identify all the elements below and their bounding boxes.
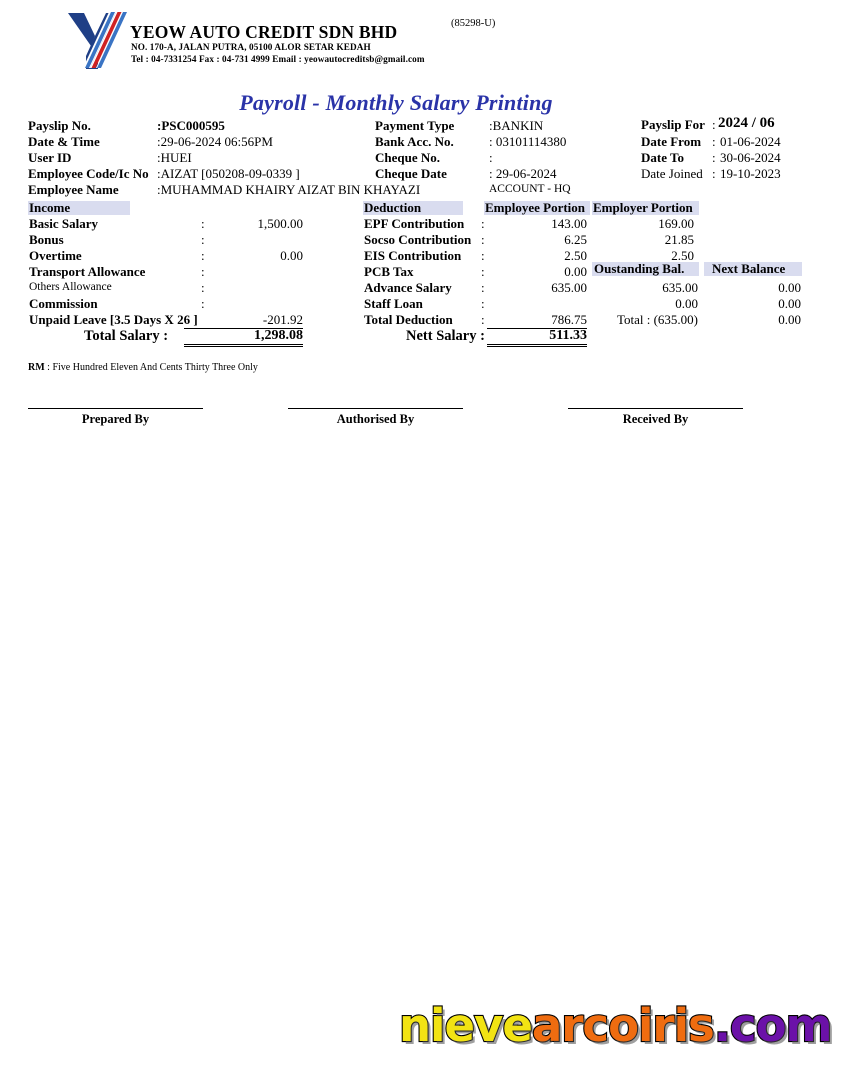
deduction-row-label-pcb-tax: PCB Tax (364, 264, 414, 279)
watermark-part-3: .com (713, 999, 832, 1052)
employer-portion-col: Employer Portion (593, 200, 693, 215)
payment-type-label: Payment Type (375, 118, 455, 133)
payment-type-text: BANKIN (492, 118, 544, 133)
date-joined-label: Date Joined (641, 166, 703, 181)
income-row-sep-transport-allowance: : (201, 264, 205, 279)
deduction-row-sep-total-deduction: : (481, 312, 485, 327)
bank-acc-text: 03101114380 (495, 134, 567, 149)
deduction-row-next-advance-salary: 0.00 (778, 280, 801, 295)
deduction-row-employee-socso: 6.25 (564, 232, 587, 247)
date-time-text: 29-06-2024 06:56PM (160, 134, 273, 149)
income-row-sep-commission: : (201, 296, 205, 311)
date-joined-value: 19-10-2023 (720, 166, 781, 181)
deduction-row-sep-socso: : (481, 232, 485, 247)
signature-label-prepared: Prepared By (81, 412, 150, 426)
signature-label-received: Received By (622, 412, 689, 426)
amount-in-words-currency: RM (28, 362, 45, 373)
deduction-row-outstanding-advance-salary: 635.00 (662, 280, 698, 295)
income-row-sep-others-allowance: : (201, 280, 205, 295)
date-to-value: 30-06-2024 (720, 150, 781, 165)
date-time-value (157, 134, 273, 150)
payslip-for-label: Payslip For (641, 117, 705, 132)
cheque-date-value (489, 166, 557, 182)
payslip-for-value: 2024 / 06 (718, 115, 775, 131)
watermark-part-1: nieve (399, 999, 532, 1052)
deduction-row-sep-staff-loan: : (481, 296, 485, 311)
page-title: Payroll - Monthly Salary Printing (239, 90, 553, 115)
signature-line-received (568, 408, 743, 409)
amount-in-words (28, 362, 258, 373)
sep: : (489, 166, 493, 181)
sep: : (157, 150, 161, 165)
company-registration-no: (85298-U) (451, 18, 496, 29)
deduction-row-outstanding-total: Total : (635.00) (616, 312, 698, 327)
company-logo (64, 10, 128, 72)
user-id-text: HUEI (160, 150, 192, 165)
income-heading: Income (29, 200, 71, 215)
deduction-row-sep-advance-salary: : (481, 280, 485, 295)
nett-salary-double-underline (487, 346, 587, 347)
amount-in-words-text: Five Hundred Eleven And Cents Thirty Three Only (52, 362, 258, 373)
income-row-label-transport-allowance: Transport Allowance (29, 264, 146, 279)
deduction-row-employee-total-deduction: 786.75 (487, 312, 587, 329)
deduction-row-next-total: 0.00 (778, 312, 801, 327)
income-row-label-unpaid-leave: Unpaid Leave [3.5 Days X 26 ] (29, 312, 198, 327)
deduction-row-label-total-deduction: Total Deduction (364, 312, 453, 327)
payslip-no-value (157, 118, 225, 134)
deduction-row-label-epf: EPF Contribution (364, 216, 465, 231)
total-salary-double-underline (184, 346, 303, 347)
cheque-date-label: Cheque Date (375, 166, 447, 181)
user-id-label: User ID (28, 150, 72, 165)
income-row-label-basic-salary: Basic Salary (29, 216, 98, 231)
payslip-no-label: Payslip No. (28, 118, 91, 133)
income-row-amount-overtime: 0.00 (280, 248, 303, 263)
sep: : (489, 150, 493, 165)
payment-type-value (489, 118, 543, 134)
income-row-label-commission: Commission (29, 296, 98, 311)
payslip-no-text: PSC000595 (161, 118, 225, 133)
income-row-amount-unpaid-leave: -201.92 (184, 312, 303, 329)
signature-label-authorised: Authorised By (336, 412, 415, 426)
deduction-row-employer-socso: 21.85 (664, 232, 694, 247)
date-joined-sep: : (712, 166, 716, 181)
deduction-row-label-eis: EIS Contribution (364, 248, 462, 263)
date-from-label: Date From (641, 134, 702, 149)
employee-name-value (157, 182, 420, 198)
sep: : (157, 182, 161, 197)
employee-code-label: Employee Code/Ic No (28, 166, 149, 181)
date-to-label: Date To (641, 150, 684, 165)
watermark (399, 999, 831, 1052)
signature-line-prepared (28, 408, 203, 409)
cheque-no-label: Cheque No. (375, 150, 441, 165)
employee-name-label: Employee Name (28, 182, 119, 197)
deduction-row-next-staff-loan: 0.00 (778, 296, 801, 311)
deduction-row-sep-eis: : (481, 248, 485, 263)
amount-in-words-sep: : (47, 362, 50, 373)
employee-code-value (157, 166, 300, 182)
company-name: YEOW AUTO CREDIT SDN BHD (130, 22, 398, 42)
sep: : (157, 118, 162, 133)
deduction-heading: Deduction (364, 200, 422, 215)
income-row-sep-overtime: : (201, 248, 205, 263)
department-value: ACCOUNT - HQ (489, 183, 571, 195)
total-salary-label: Total Salary : (84, 328, 169, 344)
cheque-no-value (489, 150, 493, 166)
deduction-row-employee-eis: 2.50 (564, 248, 587, 263)
company-address: NO. 170-A, JALAN PUTRA, 05100 ALOR SETAR KEDAH (131, 42, 371, 52)
income-row-label-overtime: Overtime (29, 248, 82, 263)
date-to-sep: : (712, 150, 716, 165)
deduction-row-sep-epf: : (481, 216, 485, 231)
sep: : (489, 118, 493, 133)
employee-portion-col: Employee Portion (485, 200, 586, 215)
sep: : (157, 166, 161, 181)
income-row-sep-basic-salary: : (201, 216, 205, 231)
deduction-row-label-socso: Socso Contribution (364, 232, 472, 247)
nett-salary-label: Nett Salary : (406, 328, 485, 344)
employee-code-text: AIZAT [050208-09-0339 ] (160, 166, 300, 181)
total-salary-amount: 1,298.08 (184, 328, 303, 345)
date-from-sep: : (712, 134, 716, 149)
signature-line-authorised (288, 408, 463, 409)
next-balance-col: Next Balance (712, 261, 786, 276)
nett-salary-amount: 511.33 (487, 328, 587, 345)
deduction-row-sep-pcb-tax: : (481, 264, 485, 279)
user-id-value (157, 150, 192, 166)
company-contact: Tel : 04-7331254 Fax : 04-731 4999 Email : yeowautocreditsb@gmail.com (131, 54, 425, 64)
sep: : (489, 134, 493, 149)
income-row-label-bonus: Bonus (29, 232, 64, 247)
deduction-row-employee-epf: 143.00 (551, 216, 587, 231)
deduction-row-outstanding-staff-loan: 0.00 (675, 296, 698, 311)
cheque-date-text: 29-06-2024 (495, 166, 557, 181)
bank-acc-label: Bank Acc. No. (375, 134, 454, 149)
employee-name-text: MUHAMMAD KHAIRY AIZAT BIN KHAYAZI (160, 182, 421, 197)
outstanding-bal-col: Oustanding Bal. (594, 261, 685, 276)
deduction-row-employee-advance-salary: 635.00 (551, 280, 587, 295)
deduction-row-employee-pcb-tax: 0.00 (564, 264, 587, 279)
bank-acc-value (489, 134, 566, 150)
deduction-row-label-staff-loan: Staff Loan (364, 296, 423, 311)
date-from-value: 01-06-2024 (720, 134, 781, 149)
deduction-row-employer-eis: 2.50 (671, 248, 694, 263)
date-time-label: Date & Time (28, 134, 100, 149)
sep: : (157, 134, 161, 149)
watermark-part-2: arcoiris (531, 999, 714, 1052)
payslip-for-sep: : (712, 117, 716, 132)
income-row-amount-basic-salary: 1,500.00 (257, 216, 303, 231)
income-row-label-others-allowance: Others Allowance (29, 281, 112, 293)
deduction-row-label-advance-salary: Advance Salary (364, 280, 452, 295)
deduction-row-employer-epf: 169.00 (658, 216, 694, 231)
income-row-sep-bonus: : (201, 232, 205, 247)
